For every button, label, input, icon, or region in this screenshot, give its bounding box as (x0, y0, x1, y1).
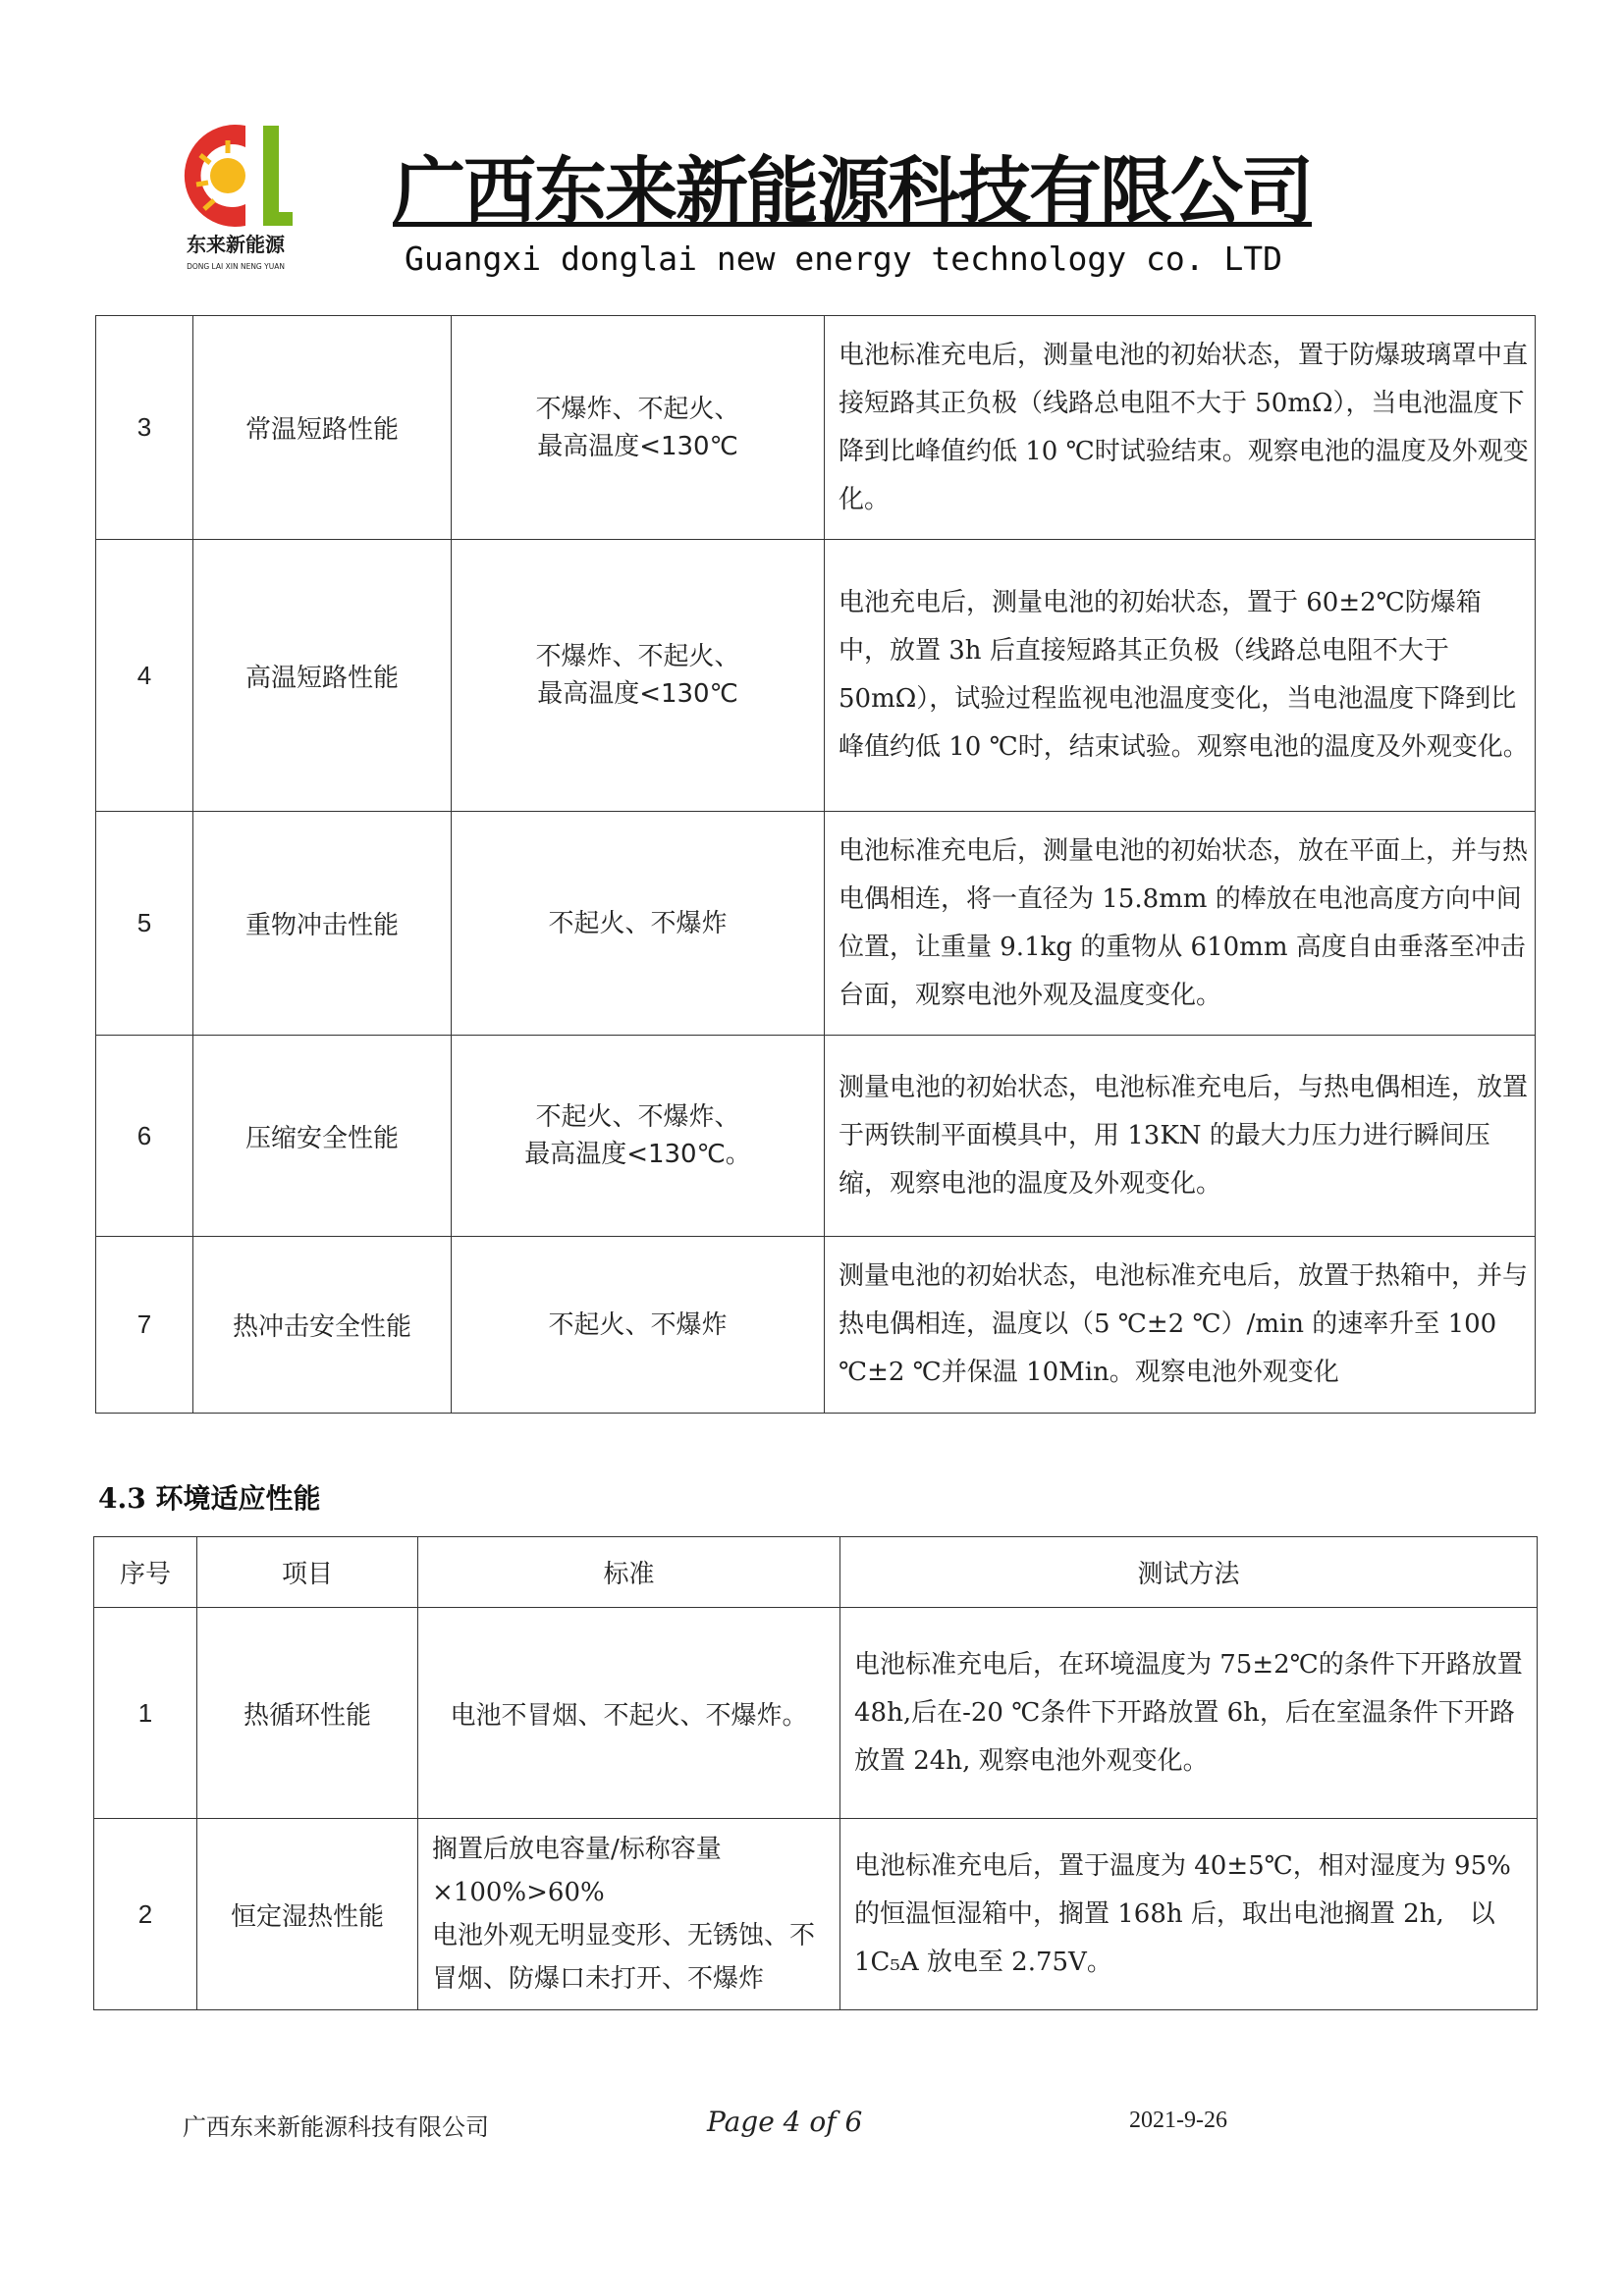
table-row (96, 1237, 1536, 1414)
row-number: 2 (94, 1819, 197, 2010)
footer-page-number: Page 4 of 6 (707, 2106, 863, 2138)
standard-line: 最高温度<130℃。 (524, 1140, 751, 1169)
standard-line: 不起火、不爆炸、 (535, 1102, 740, 1132)
column-header: 测试方法 (840, 1537, 1538, 1608)
test-method: 电池标准充电后，在环境温度为 75±2℃的条件下开路放置 48h,后在-20 ℃条件下开路放置 6h，后在室温条件下开路放置 24h, 观察电池外观变化。 (840, 1608, 1538, 1819)
table-row (94, 1608, 1538, 1819)
company-name-en: Guangxi donglai new energy technology co. LTD (405, 240, 1283, 278)
standard-line: 不起火、不爆炸 (548, 1309, 728, 1340)
test-method: 电池充电后，测量电池的初始状态，置于 60±2℃防爆箱中，放置 3h 后直接短路其正负极（线路总电阻不大于 50mΩ），试验过程监视电池温度变化，当电池温度下降到比峰值约低 10 ℃时，结束试验。观察电池的温度及外观变化。 (825, 540, 1536, 812)
table-row (96, 1036, 1536, 1237)
row-number: 7 (96, 1237, 193, 1414)
footer-company: 广西东来新能源科技有限公司 (183, 2113, 489, 2141)
standard-line: 不爆炸、不起火、 (535, 642, 740, 671)
section-title: 4.3 环境适应性能 (98, 1482, 321, 1515)
test-method: 电池标准充电后，测量电池的初始状态，置于防爆玻璃罩中直接短路其正负极（线路总电阻不大于 50mΩ），当电池温度下降到比峰值约低 10 ℃时试验结束。观察电池的温度及外观变化。 (825, 316, 1536, 540)
test-item: 恒定湿热性能 (197, 1819, 418, 2010)
table-row (96, 316, 1536, 540)
standard-line: 不起火、不爆炸 (548, 908, 728, 938)
standard-line: 最高温度<130℃ (537, 431, 738, 461)
test-item: 热冲击安全性能 (193, 1237, 452, 1414)
page-header (0, 0, 1624, 294)
test-method: 测量电池的初始状态，电池标准充电后，放置于热箱中，并与热电偶相连，温度以（5 ℃±2 ℃）/min 的速率升至 100 ℃±2 ℃并保温 10Min。观察电池外观变化 (825, 1237, 1536, 1414)
standard-line: 电池外观无明显变形、无锈蚀、不冒烟、防爆口未打开、不爆炸 (432, 1921, 816, 1994)
test-method: 测量电池的初始状态，电池标准充电后，与热电偶相连，放置于两铁制平面模具中，用 13KN 的最大力压力进行瞬间压缩，观察电池的温度及外观变化。 (825, 1036, 1536, 1237)
column-header: 序号 (94, 1537, 197, 1608)
logo-en-text: DONG LAI XIN NENG YUAN (187, 262, 285, 271)
test-item: 重物冲击性能 (193, 812, 452, 1036)
company-name-cn: 广西东来新能源科技有限公司 (393, 149, 1312, 234)
standard-line: 不爆炸、不起火、 (535, 394, 740, 424)
standard-line: 搁置后放电容量/标称容量×100%>60% (432, 1835, 722, 1907)
row-number: 4 (96, 540, 193, 812)
test-standard (452, 1237, 825, 1414)
table-header-row (94, 1537, 1538, 1608)
row-number: 6 (96, 1036, 193, 1237)
column-header: 标准 (418, 1537, 840, 1608)
footer-date: 2021-9-26 (1129, 2108, 1227, 2133)
test-standard (452, 1036, 825, 1237)
row-number: 3 (96, 316, 193, 540)
test-item: 热循环性能 (197, 1608, 418, 1819)
safety-test-table (95, 315, 1536, 1414)
standard-line: 电池不冒烟、不起火、不爆炸。 (450, 1700, 808, 1731)
row-number: 5 (96, 812, 193, 1036)
test-item: 压缩安全性能 (193, 1036, 452, 1237)
row-number: 1 (94, 1608, 197, 1819)
test-item: 高温短路性能 (193, 540, 452, 812)
test-standard (452, 316, 825, 540)
test-standard (452, 540, 825, 812)
test-standard (452, 812, 825, 1036)
test-method: 电池标准充电后，测量电池的初始状态，放在平面上，并与热电偶相连，将一直径为 15.8mm 的棒放在电池高度方向中间位置，让重量 9.1kg 的重物从 610mm 高度自由垂落至冲击台面，观察电池外观及温度变化。 (825, 812, 1536, 1036)
company-logo-icon (177, 116, 295, 278)
column-header: 项目 (197, 1537, 418, 1608)
environment-test-table (93, 1536, 1538, 2010)
table-row (94, 1819, 1538, 2010)
table-row (96, 812, 1536, 1036)
test-standard (418, 1819, 840, 2010)
test-standard (418, 1608, 840, 1819)
logo-cn-text: 东来新能源 (187, 233, 285, 256)
table-row (96, 540, 1536, 812)
standard-line: 最高温度<130℃ (537, 679, 738, 709)
test-item: 常温短路性能 (193, 316, 452, 540)
test-method: 电池标准充电后，置于温度为 40±5℃，相对湿度为 95%的恒温恒湿箱中，搁置 168h 后，取出电池搁置 2h, 以 1C₅A 放电至 2.75V。 (840, 1819, 1538, 2010)
